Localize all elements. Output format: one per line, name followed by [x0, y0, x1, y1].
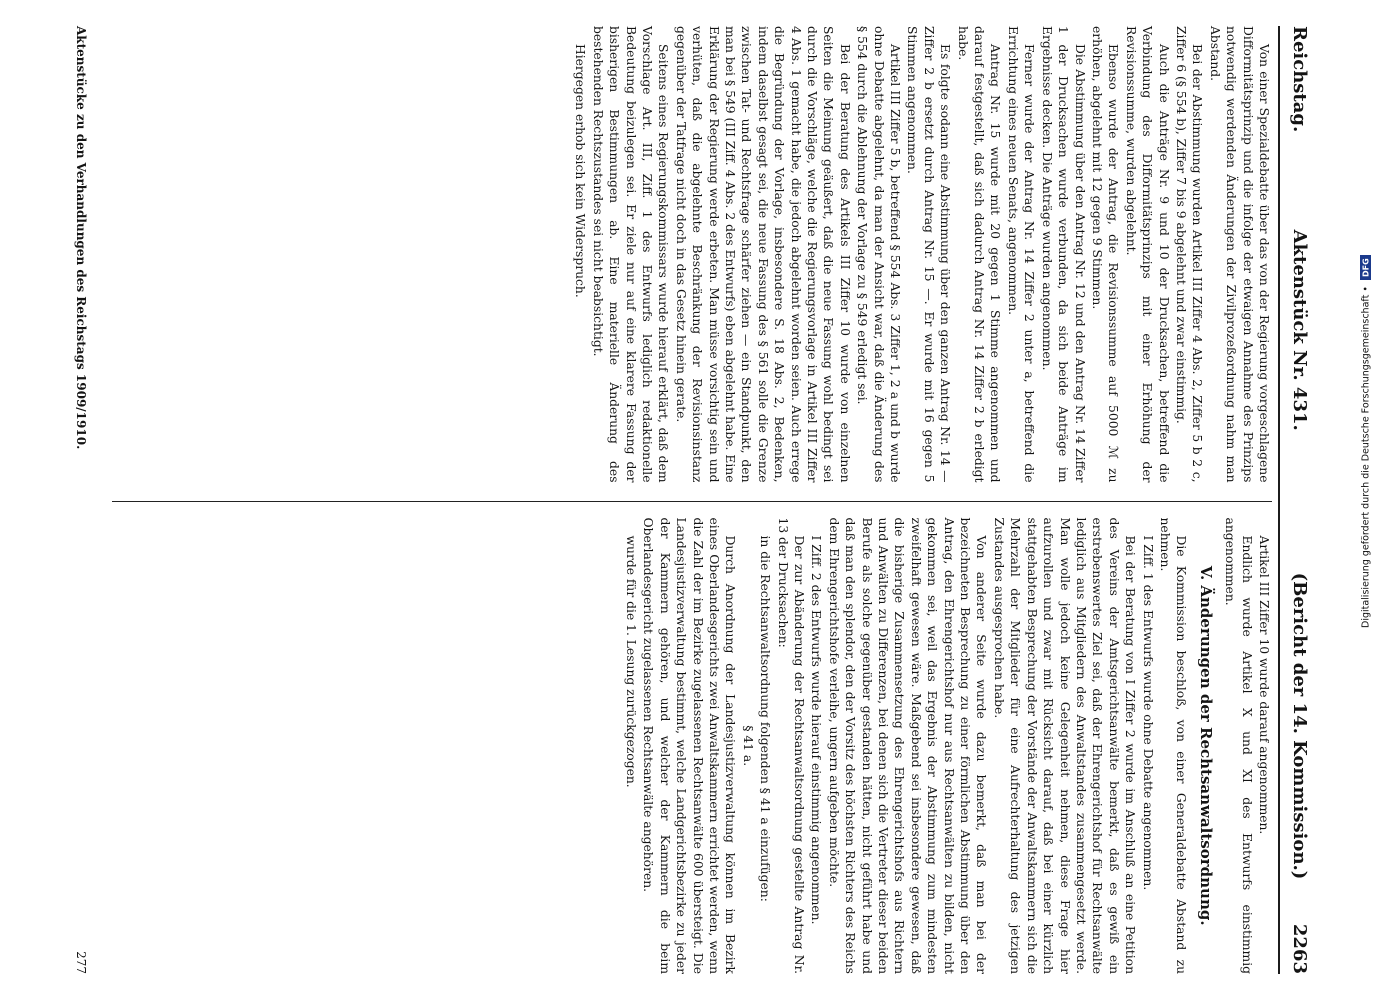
paragraph: Der zur Abänderung der Rechtsanwaltsordnung gestellte Antrag Nr. 13 der Drucksachen: — [775, 517, 806, 974]
paragraph: Ferner wurde der Antrag Nr. 14 Ziffer 2 unter a, betreffend die Errichtung eines neuen Senats, angenommen. — [1005, 26, 1036, 483]
dfg-logo: DFG — [1361, 255, 1372, 280]
paragraph: in die Rechtsanwaltsordnung folgenden § 41 a einzufügen: — [757, 535, 772, 902]
section-title: V. Änderungen der Rechtsanwaltsordnung. — [1196, 565, 1215, 926]
header-middle: Aktenstück Nr. 431. — [1289, 229, 1310, 431]
rotated-page-content — [52, 20, 1332, 980]
paragraph: I Ziff. 2 des Entwurfs wurde hierauf einstimmig angenommen. — [808, 535, 823, 925]
side-note — [1361, 8, 1371, 628]
paragraph: Bei der Beratung des Artikels III Ziffer 10 wurde von einzelnen Seiten die Meinung geäußert, daß die neue Fassung wohl bedingt sei durch die Vorschläge, welche die Regierungsvorlage in Artikel III Ziffer 4 Abs. 1 gemacht habe, die jedoch abgelehnt worden seien. Auch errege die Begründung der Vorlage, insbesondere S. 18 Abs. 2, Bedenken, indem daselbst gesagt sei, die neue Fassung des § 561 solle die Grenze zwischen Tat- und Rechtsfrage schärfer ziehen — ein Standpunkt, den man bei § 549 (III Ziff. 4 Abs. 2 des Entwurfs) eben abgelehnt habe. Eine Erklärung der Regierung werde erbeten. Man müsse vorsichtig sein und verhüten, daß die abgelehnte Beschränkung der Revisionsinstanz gegenüber der Tatfrage nicht doch in das Gesetz hinein gerate. — [673, 26, 852, 483]
footer-left: Aktenstücke zu den Verhandlungen des Reichstags 1909/1910. — [73, 26, 88, 450]
page-footer — [70, 26, 92, 974]
paragraph: Die Kommission beschloß, von einer Generaldebatte Abstand zu nehmen. — [1157, 517, 1188, 974]
page-header — [1278, 26, 1320, 974]
paragraph: Auch die Anträge Nr. 9 und 10 der Drucksachen, betreffend die Verbindung des Difformitätsprinzips mit einer Erhöhung der Revisionssumme, wurden abgelehnt. — [1123, 26, 1171, 483]
paragraph: Antrag Nr. 15 wurde mit 20 gegen 1 Stimme angenommen und darauf festgestellt, daß sich dadurch Antrag Nr. 14 Ziffer 2 b erledigt habe. — [955, 26, 1002, 483]
paragraph: Ebenso wurde der Antrag, die Revisionssumme auf 5000 ℳ zu erhöhen, abgelehnt mit 12 gegen 9 Stimmen. — [1089, 26, 1120, 483]
paragraph: Die Abstimmung über den Antrag Nr. 12 und den Antrag Nr. 14 Ziffer 1 der Drucksachen wurde verbunden, da sich beide Anträge im Ergebnisse decken. Die Anträge wurden angenommen. — [1039, 26, 1087, 483]
page-number: 2263 — [1289, 923, 1310, 974]
paragraph: Artikel III Ziffer 10 wurde darauf angenommen. — [1256, 535, 1271, 835]
paragraph: Von anderer Seite wurde dazu bemerkt, daß man bei der bezeichneten Besprechung zu einer förmlichen Abstimmung über den Antrag, den Ehrengerichtshof nur aus Rechtsanwälten zu bilden, nicht gekommen sei, weil das Ergebnis der Abstimmung zum mindesten zweifelhaft gewesen wäre. Maßgebend sei insbesondere gewesen, daß die bisherige Zusammensetzung des Ehrengerichtshofs aus Richtern und Anwälten zu Differenzen, bei denen sich die Vertreter dieser beiden Berufe als solche gegenüber gestanden hätten, nicht geführt habe und daß man den splendor, den der Vorsitz des höchsten Richters des Reichs dem Ehrengerichtshofe verleihe, ungern aufgeben möchte. — [826, 517, 988, 974]
paragraph: Artikel III Ziffer 5 b, betreffend § 554 Abs. 3 Ziffer 1, 2 a und b wurde ohne Debatte abgelehnt, da man der Ansicht war, daß die Änderung des § 554 durch die Ablehnung der Vorlage zu § 549 erledigt sei. — [854, 26, 902, 483]
paragraph: Bei der Abstimmung wurden Artikel III Ziffer 4 Abs. 2, Ziffer 5 b 2 c, Ziffer 6 (§ 554 b), Ziffer 7 bis 9 abgelehnt und zwar einstimmig. — [1173, 26, 1204, 483]
right-column — [112, 501, 1272, 975]
paragraph: Bei der Beratung von I Ziffer 2 wurde im Anschluß an eine Petition des Vereins der Amtsgerichtsanwälte bemerkt, daß es gewiß ein erstrebenswertes Ziel sei, daß der Ehrengerichtshof für Rechtsanwälte lediglich aus Mitgliedern des Anwaltstandes zusammengesetzt werde. Man wolle jedoch keine Gelegenheit nehmen, diese Frage hier aufzurollen und zwar mit Rücksicht darauf, daß bei einer kürzlich stattgehabten Besprechung der Vorstände der Anwaltskammern sich die Mehrzahl der Mitglieder für eine Aufrechterhaltung des jetzigen Zustandes ausgesprochen habe. — [991, 517, 1137, 974]
footer-number: 277 — [73, 951, 88, 974]
left-column — [112, 26, 1272, 483]
side-note-text: Digitalisierung gefördert durch die Deutsche Forschungsgemeinschaft • — [1360, 286, 1372, 628]
paragraph: Von einer Spezialdebatte über das von der Regierung vorgeschlagene Difformitätsprinzip und die infolge der etwaigen Annahme des Prinzips notwendig werdenden Änderungen der Zivilprozeßordnung nahm man Abstand. — [1207, 26, 1271, 483]
paragraph: Seitens eines Regierungskommissars wurde hierauf erklärt, daß dem Vorschlage Art. III, Ziff. 1 des Entwurfs lediglich redaktionelle Bedeutung beizulegen sei. Er ziele nur auf eine klarere Fassung der bisherigen Bestimmungen ab. Eine materielle Änderung des bestehenden Rechtszustandes sei nicht beabsichtigt. — [590, 26, 670, 483]
paragraph: I Ziff. 1 des Entwurfs wurde ohne Debatte angenommen. — [1140, 535, 1155, 891]
paragraph-heading: § 41 a. — [740, 725, 755, 767]
paragraph: Hiergegen erhob sich kein Widerspruch. — [572, 44, 587, 298]
text-columns — [112, 26, 1272, 974]
closing-paragraph: wurde für die 1. Lesung zurückgezogen. — [623, 535, 638, 788]
header-middle-right: (Bericht der 14. Kommission.) — [1289, 572, 1310, 880]
header-left: Reichstag. — [1289, 26, 1310, 133]
paragraph: Es folgte sodann eine Abstimmung über den ganzen Antrag Nr. 14 — Ziffer 2 b ersetzt durch Antrag Nr. 15 —. Er wurde mit 16 gegen 5 Stimmen angenommen. — [904, 26, 952, 483]
quoted-paragraph: Durch Anordnung der Landesjustizverwaltung können im Bezirk eines Oberlandesgerichts zwei Anwaltskammern errichtet werden, wenn die Zahl der im Bezirke zugelassenen Rechtsanwälte 600 übersteigt. Die Landesjustizverwaltung bestimmt, welche Landgerichtsbezirke zu jeder der Kammern gehören, und welcher der Kammern die beim Oberlandesgericht zugelassenen Rechtsanwälte angehören. — [640, 517, 737, 974]
paragraph: Endlich wurde Artikel X und XI des Entwurfs einstimmig angenommen. — [1222, 517, 1254, 974]
